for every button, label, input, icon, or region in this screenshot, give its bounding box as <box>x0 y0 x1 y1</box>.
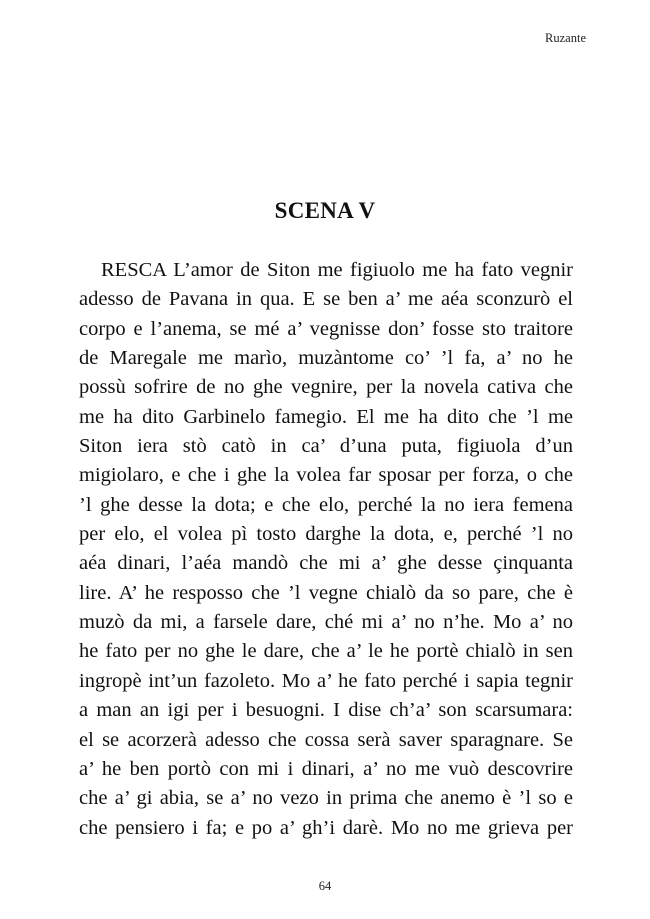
page-number: 64 <box>318 879 332 893</box>
text-line: possù sofrire de no ghe vegnire, per la novela cativa che <box>79 376 573 399</box>
body-text <box>79 256 573 843</box>
text-line: migiolaro, e che i ghe la volea far sposar per forza, o che <box>79 464 573 487</box>
text-line: ’l ghe desse la dota; e che elo, perché la no iera femena <box>79 493 573 516</box>
text-line: me ha dito Garbinelo famegio. El me ha dito che ’l me <box>79 405 573 428</box>
text-line: de Maregale me marìo, muzàntome co’ ’l fa, a’ no he <box>79 347 573 370</box>
text-line: Siton iera stò catò in ca’ d’una puta, figiuola d’un <box>79 435 573 458</box>
text-line: lire. A’ he resposso che ’l vegne chialò da so pare, che è <box>79 581 573 604</box>
running-header: Ruzante <box>545 31 586 45</box>
text-line: ingropè int’un fazoleto. Mo a’ he fato perché i sapia tegnir <box>79 669 573 692</box>
text-line: per elo, el volea pì tosto darghe la dota, e, perché ’l no <box>79 523 573 546</box>
text-line: a’ he ben portò con mi i dinari, a’ no me vuò descovrire <box>79 757 573 780</box>
text-line: aéa dinari, l’aéa mandò che mi a’ ghe desse çinquanta <box>79 552 573 575</box>
text-line: el se acorzerà adesso che cossa serà saver sparagnare. Se <box>79 728 573 751</box>
scene-title: SCENA V <box>274 198 376 223</box>
text-line: a man an igi per i besuogni. I dise ch’a’ son scarsumara: <box>79 699 573 722</box>
text-line: che a’ gi abia, se a’ no vezo in prima che anemo è ’l so e <box>79 787 573 810</box>
text-line: RESCA L’amor de Siton me figiuolo me ha fato vegnir <box>101 259 573 281</box>
text-line: che pensiero i fa; e po a’ gh’i darè. Mo no me grieva per <box>79 816 573 839</box>
text-line: corpo e l’anema, se mé a’ vegnisse don’ fosse sto traitore <box>79 317 573 340</box>
text-line: he fato per no ghe le dare, che a’ le he portè chialò in sen <box>79 640 573 663</box>
text-line: muzò da mi, a farsele dare, ché mi a’ no n’he. Mo a’ no <box>79 611 573 634</box>
text-line: adesso de Pavana in qua. E se ben a’ me aéa sconzurò el <box>79 288 573 311</box>
